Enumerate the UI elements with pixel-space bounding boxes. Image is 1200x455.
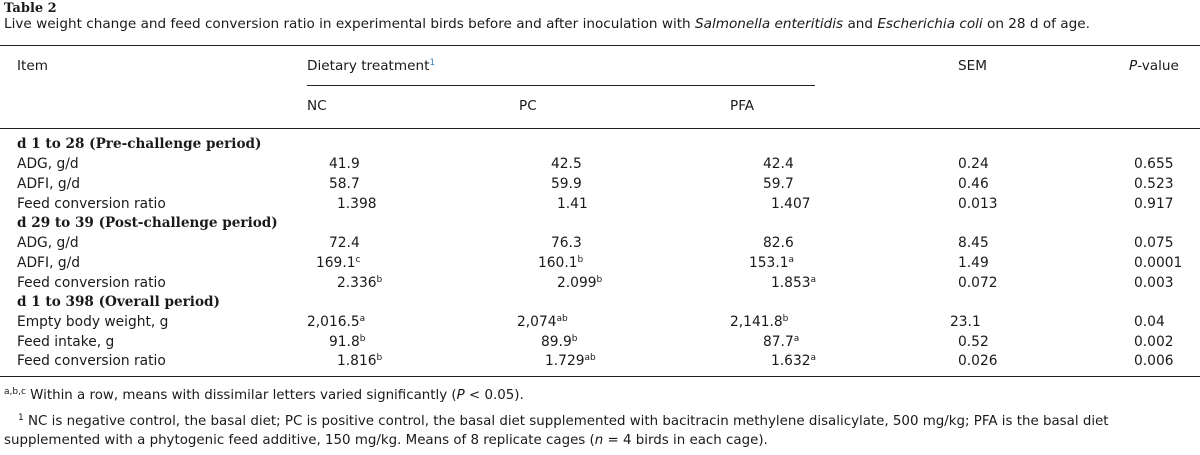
row-item: Feed conversion ratio	[17, 196, 166, 212]
row-pfa: 1.407	[771, 196, 811, 212]
row-nc: 41.9	[329, 156, 360, 172]
table-bottom-rule	[0, 376, 1200, 377]
row-p: 0.917	[1134, 196, 1174, 212]
row-nc: 1.398	[337, 196, 377, 212]
table-caption: Live weight change and feed conversion ratio in experimental birds before and after inoculation with Salmonella enteritidis and Escherichia coli on 28 d of age.	[4, 16, 1090, 32]
row-item: ADFI, g/d	[17, 255, 81, 271]
header-sem: SEM	[958, 58, 987, 74]
footnote-abc: $^{a,b,c}$ Within a row, means with dissimilar letters varied significantly (P < 0.05).	[4, 387, 524, 403]
row-p: 0.523	[1134, 176, 1174, 192]
row-nc: 169.1$^c$	[316, 255, 361, 271]
row-nc: 1.816$^b$	[337, 353, 383, 369]
group-title: d 1 to 398 (Overall period)	[17, 294, 220, 310]
row-item: Empty body weight, g	[17, 314, 169, 330]
header-p-value: P-value	[1129, 58, 1179, 74]
row-p: 0.006	[1134, 353, 1174, 369]
row-sem: 0.52	[958, 334, 989, 350]
row-p: 0.655	[1134, 156, 1174, 172]
header-bottom-rule	[0, 128, 1200, 129]
row-nc: 2,016.5$^a$	[307, 314, 366, 330]
row-pc: 59.9	[551, 176, 582, 192]
footnote-ref-1[interactable]: 1	[429, 58, 436, 68]
header-item: Item	[17, 58, 48, 74]
row-item: ADG, g/d	[17, 156, 79, 172]
table-title: Table 2	[4, 1, 57, 16]
row-item: Feed conversion ratio	[17, 275, 166, 291]
row-pc: 2.099$^b$	[557, 275, 603, 291]
row-nc: 91.8$^b$	[329, 334, 366, 350]
row-nc: 2.336$^b$	[337, 275, 383, 291]
row-pc: 1.41	[557, 196, 588, 212]
header-nc: NC	[307, 98, 327, 114]
footnote-1: $^1$ NC is negative control, the basal diet; PC is positive control, the basal diet supplemented with bacitracin methylene disalicylate, 500 mg/kg; PFA is the basal diet	[18, 413, 1109, 429]
row-pfa: 87.7$^a$	[763, 334, 800, 350]
row-pc: 160.1$^b$	[538, 255, 584, 271]
row-sem: 8.45	[958, 235, 989, 251]
row-pc: 89.9$^b$	[541, 334, 578, 350]
row-pfa: 153.1$^a$	[749, 255, 795, 271]
header-pc: PC	[519, 98, 537, 114]
group-title: d 29 to 39 (Post-challenge period)	[17, 215, 278, 231]
row-item: Feed conversion ratio	[17, 353, 166, 369]
row-p: 0.003	[1134, 275, 1174, 291]
row-item: ADFI, g/d	[17, 176, 81, 192]
row-sem: 0.24	[958, 156, 989, 172]
row-pc: 76.3	[551, 235, 582, 251]
row-pc: 42.5	[551, 156, 582, 172]
header-pfa: PFA	[730, 98, 755, 114]
top-rule	[0, 45, 1200, 46]
row-sem: 0.026	[958, 353, 998, 369]
row-sem: 0.013	[958, 196, 998, 212]
row-pfa: 42.4	[763, 156, 794, 172]
header-dietary-treatment: Dietary treatment$^1$	[307, 58, 436, 74]
row-sem: 0.46	[958, 176, 989, 192]
row-nc: 58.7	[329, 176, 360, 192]
row-pfa: 1.853$^a$	[771, 275, 817, 291]
row-nc: 72.4	[329, 235, 360, 251]
row-p: 0.002	[1134, 334, 1174, 350]
treatment-underline	[307, 85, 815, 86]
row-pfa: 82.6	[763, 235, 794, 251]
row-pfa: 2,141.8$^b$	[730, 314, 789, 330]
row-pfa: 59.7	[763, 176, 794, 192]
row-sem: 0.072	[958, 275, 998, 291]
row-p: 0.075	[1134, 235, 1174, 251]
row-item: Feed intake, g	[17, 334, 115, 350]
row-p: 0.04	[1134, 314, 1165, 330]
row-p: 0.0001	[1134, 255, 1183, 271]
row-pc: 1.729$^{ab}$	[545, 353, 596, 369]
group-title: d 1 to 28 (Pre-challenge period)	[17, 136, 262, 152]
row-pc: 2,074$^{ab}$	[517, 314, 568, 330]
row-sem: 23.1	[950, 314, 981, 330]
row-pfa: 1.632$^a$	[771, 353, 817, 369]
row-item: ADG, g/d	[17, 235, 79, 251]
footnote-1-continued: supplemented with a phytogenic feed additive, 150 mg/kg. Means of 8 replicate cages (n = 4 birds in each cage).	[4, 433, 768, 448]
row-sem: 1.49	[958, 255, 989, 271]
